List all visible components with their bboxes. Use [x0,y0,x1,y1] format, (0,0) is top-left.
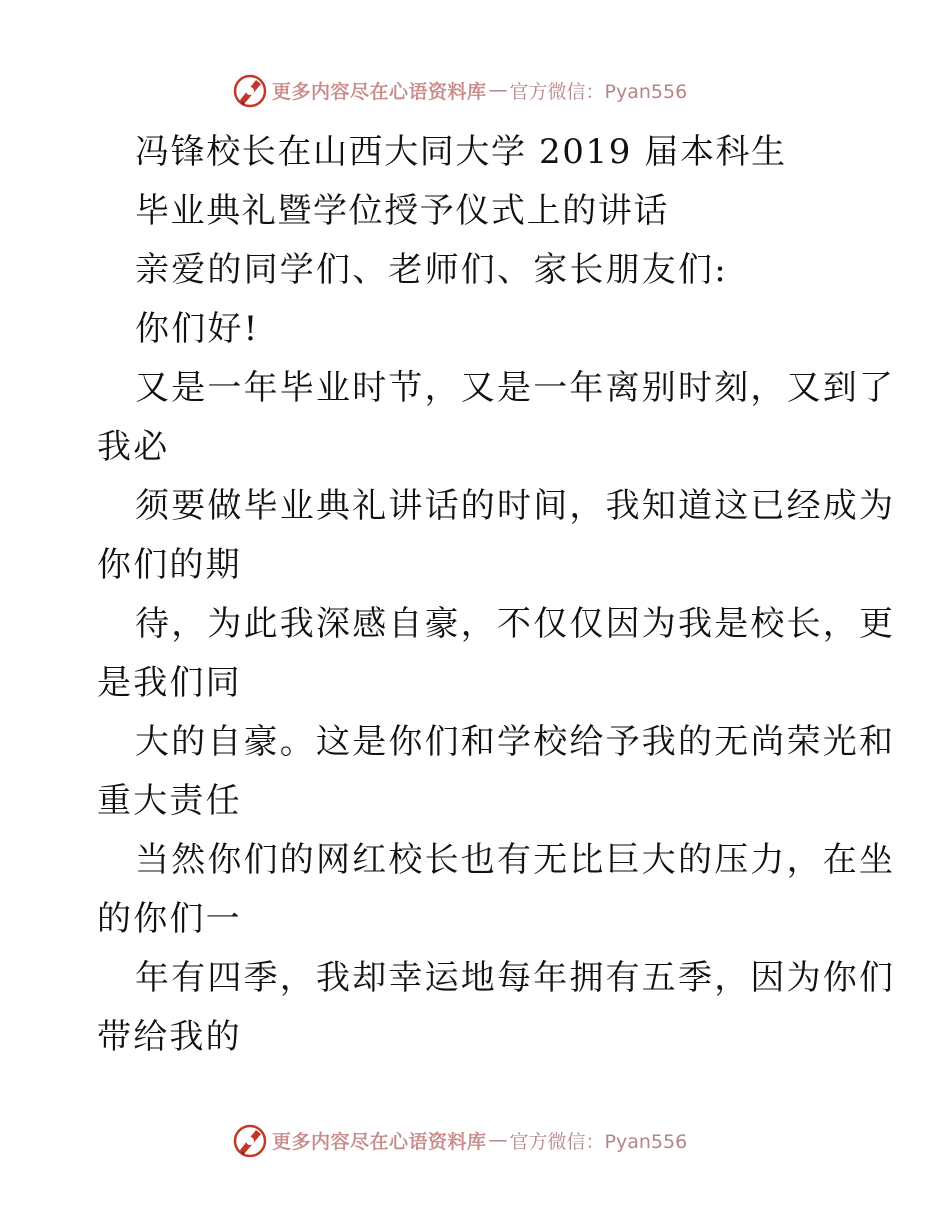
banner-separator: — [488,1129,508,1151]
paragraph-line: 当然你们的网红校长也有无比巨大的压力，在坐 [135,840,896,880]
promo-text: 更多内容尽在心语资料库 [272,1130,487,1153]
document-body [97,123,896,1067]
footer-watermark [232,1122,687,1158]
salutation: 亲爱的同学们、老师们、家长朋友们: [135,250,728,290]
paragraph-line: 须要做毕业典礼讲话的时间，我知道这已经成为 [135,486,896,526]
paragraph-line: 待，为此我深感自豪，不仅仅因为我是校长，更 [135,604,896,644]
paragraph-line: 我必 [97,427,170,467]
paragraph-line: 是我们同 [97,663,242,703]
paragraph-line: 的你们一 [97,899,242,939]
speech-title-line-2: 毕业典礼暨学位授予仪式上的讲话 [135,191,669,231]
greeting: 你们好! [135,309,260,349]
pen-logo-icon [232,72,268,108]
paragraph-line: 年有四季，我却幸运地每年拥有五季，因为你们 [135,958,896,998]
speech-title-line-1: 冯锋校长在山西大同大学 2019 届本科生 [135,132,787,172]
paragraph-line: 又是一年毕业时节，又是一年离别时刻，又到了 [135,368,896,408]
paragraph-line: 带给我的 [97,1017,242,1057]
paragraph-line: 你们的期 [97,545,242,585]
promo-text: 更多内容尽在心语资料库 [272,80,487,103]
wechat-id: 官方微信：Pyan556 [509,1130,688,1153]
banner-separator: — [488,79,508,101]
wechat-id: 官方微信：Pyan556 [509,80,688,103]
paragraph-line: 大的自豪。这是你们和学校给予我的无尚荣光和 [135,722,896,762]
header-watermark [232,72,687,108]
pen-logo-icon [232,1122,268,1158]
paragraph-line: 重大责任 [97,781,242,821]
